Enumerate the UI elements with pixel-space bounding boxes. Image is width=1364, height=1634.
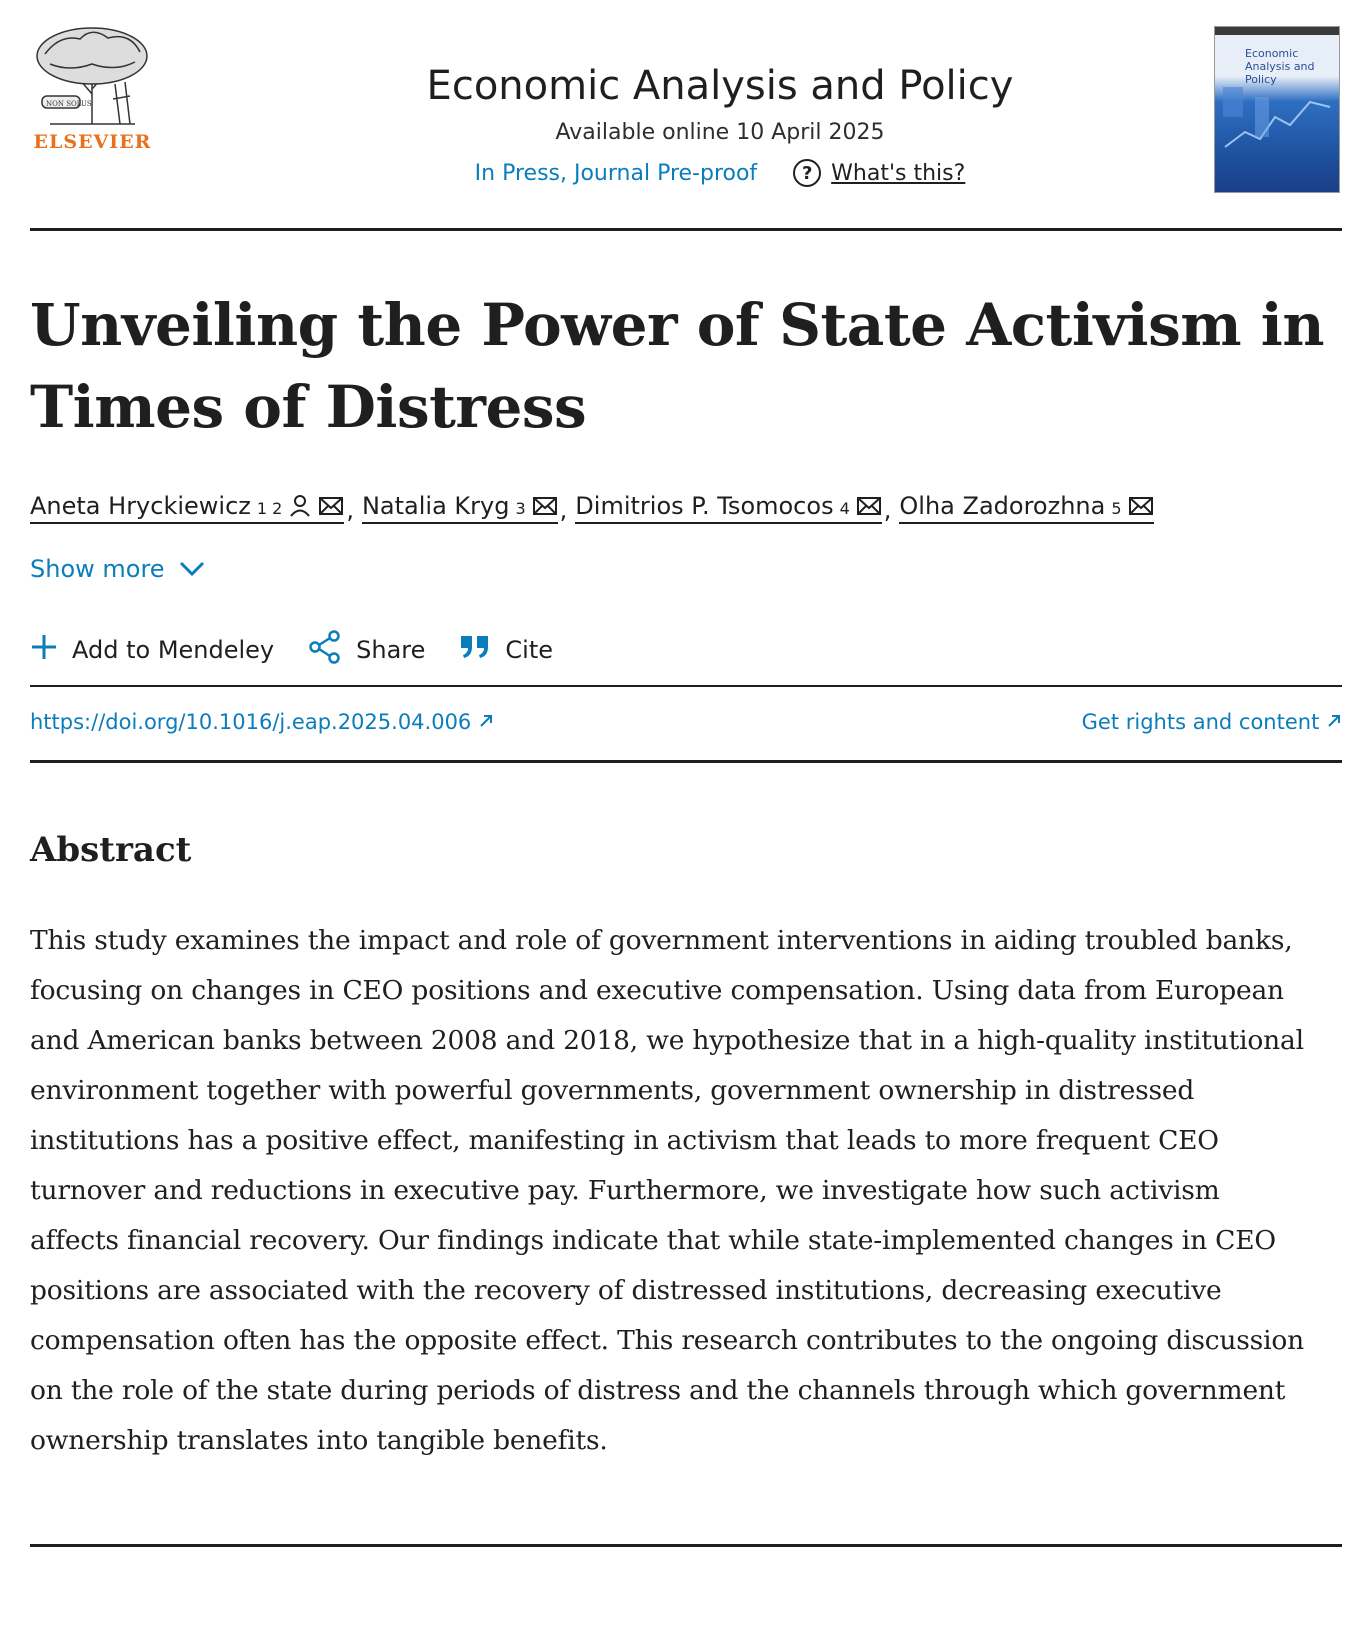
author-link[interactable] [575, 492, 881, 524]
plus-icon [30, 633, 58, 667]
author-list: Aneta Hryckiewicz 1 2 , Natalia Kryg 3 , Dimitrios P. Tsomocos 4 , Olha Zadorozhna 5 [30, 490, 1342, 524]
author-affiliation: 3 [515, 499, 526, 518]
question-icon: ? [793, 159, 821, 187]
doi-row [30, 710, 1342, 734]
get-rights-label: Get rights and content [1081, 710, 1320, 734]
journal-cover[interactable] [1214, 26, 1340, 193]
available-online: Available online 10 April 2025 [555, 120, 885, 145]
logo-motto: NON SOLUS [46, 100, 92, 108]
author-affiliation: 1 2 [256, 499, 283, 518]
article-actions [30, 630, 553, 670]
show-more-label: Show more [30, 555, 165, 583]
cover-title: Economic Analysis and Policy [1245, 47, 1315, 86]
doi-label: https://doi.org/10.1016/j.eap.2025.04.006 [30, 710, 472, 734]
elsevier-tree-logo [30, 24, 155, 129]
share-button[interactable] [308, 630, 425, 670]
article-title: Unveiling the Power of State Activism in Times of Distress [30, 291, 1325, 441]
quote-icon [459, 634, 491, 666]
status-row [180, 159, 1260, 187]
elsevier-wordmark: ELSEVIER [33, 131, 152, 153]
doi-link[interactable] [30, 710, 494, 734]
external-arrow-icon [478, 710, 494, 734]
abstract-text: This study examines the impact and role of government interventions in aiding troubled banks, focusing on changes in CEO positions and executive compensation. Using data from European and American banks between 2008 and 2018, we hypothesize that in a high-quality institutional environment together with powerful governments, government ownership in distressed institutions has a positive effect, manifesting in activism that leads to more frequent CEO turnover and reductions in executive pay. Furthermore, we investigate how such activism affects financial recovery. Our findings indicate that while state-implemented changes in CEO positions are associated with the recovery of distressed institutions, decreasing executive compensation often has the opposite effect. This research contributes to the ongoing discussion on the role of the state during periods of distress and the channels through which government ownership translates into tangible benefits. [30, 925, 1304, 1456]
chevron-down-icon [179, 555, 205, 583]
journal-info [180, 24, 1260, 187]
author-name: Dimitrios P. Tsomocos [575, 492, 834, 520]
doi-divider [30, 760, 1342, 763]
actions-divider [30, 685, 1342, 687]
abstract-heading: Abstract [30, 830, 192, 870]
author-link[interactable] [30, 490, 344, 524]
author-link[interactable] [362, 492, 558, 524]
author-affiliation: 5 [1111, 499, 1122, 518]
journal-title[interactable]: Economic Analysis and Policy [426, 63, 1014, 109]
author-name: Aneta Hryckiewicz [30, 492, 251, 520]
share-label: Share [356, 636, 426, 664]
cite-label: Cite [505, 636, 554, 664]
external-arrow-icon [1326, 710, 1342, 734]
whats-this-button[interactable] [793, 159, 965, 187]
share-icon [308, 630, 342, 670]
abstract-divider [30, 1544, 1342, 1547]
author-name: Olha Zadorozhna [899, 492, 1106, 520]
show-more-button[interactable] [30, 555, 205, 583]
add-to-mendeley-label: Add to Mendeley [72, 636, 275, 664]
add-to-mendeley-button[interactable] [30, 633, 274, 667]
in-press-link[interactable]: In Press, Journal Pre-proof [474, 160, 758, 186]
elsevier-logo[interactable] [30, 24, 155, 160]
envelope-icon [856, 495, 882, 523]
author-link[interactable] [899, 492, 1153, 524]
person-icon [288, 493, 312, 523]
get-rights-link[interactable] [1082, 710, 1342, 734]
envelope-icon [318, 495, 344, 523]
journal-header [30, 24, 1342, 204]
header-divider [30, 228, 1342, 231]
whats-this-label: What's this? [831, 160, 966, 186]
envelope-icon [532, 495, 558, 523]
envelope-icon [1128, 495, 1154, 523]
cover-graphic [1215, 27, 1340, 193]
cite-button[interactable] [459, 634, 553, 666]
author-affiliation: 4 [839, 499, 850, 518]
author-name: Natalia Kryg [361, 492, 510, 520]
